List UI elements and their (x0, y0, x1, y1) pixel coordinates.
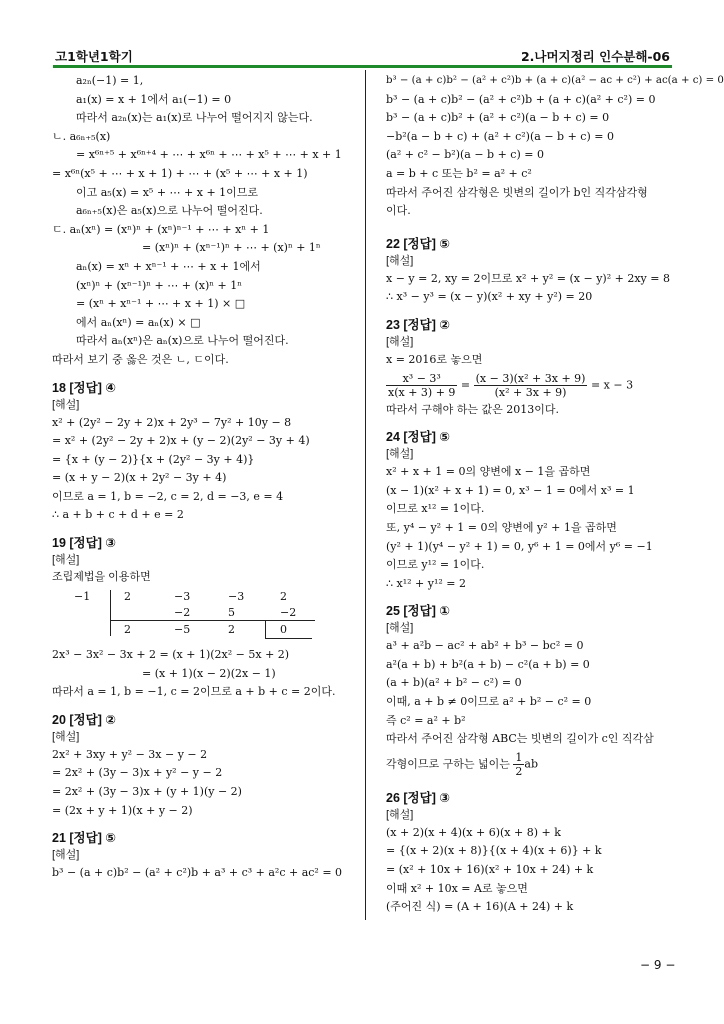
solution-line: aₙ(x) = xⁿ + xⁿ⁻¹ + ⋯ + x + 1에서 (76, 259, 261, 273)
solution-line: (x + 2)(x + 4)(x + 6)(x + 8) + k (386, 825, 561, 839)
solution-line: = x² + (2y² − 2y + 2)x + (y − 2)(2y² − 3y + 4) (52, 434, 310, 448)
solution-line: 2x² + 3xy + y² − 3x − y − 2 (52, 747, 208, 761)
solution-line: = x⁶ⁿ(x⁵ + ⋯ + x + 1) + ⋯ + (x⁵ + ⋯ + x + 1) (52, 166, 308, 180)
solution-line: = 2x² + (3y − 3)x + y² − y − 2 (52, 766, 223, 780)
explanation-label: [해설] (386, 622, 414, 635)
question-18-heading: 18 [정답] ④ (52, 380, 116, 395)
solution-line: a₆ₙ₊₅(x)은 a₅(x)으로 나누어 떨어진다. (76, 204, 263, 218)
solution-line: (a² + c² − b²)(a − b + c) = 0 (386, 148, 544, 162)
fraction-line: $\frac{\text{x³ − 3³}}{x(x + 3) + 9}$ = $\frac{\text{(x − 3)(x² + 3x + 9)}}{\text{(x² + 3x + 9)}}$ = x − 3 (388, 371, 634, 399)
solution-line: a₁(x) = x + 1에서 a₁(−1) = 0 (76, 92, 232, 106)
solution-line: 에서 aₙ(xⁿ) = aₙ(x) × □ (76, 315, 201, 329)
solution-line: = (x² + 10x + 16)(x² + 10x + 24) + k (386, 863, 594, 877)
table-cell: 0 (280, 623, 287, 637)
solution-line: (xⁿ)ⁿ + (xⁿ⁻¹)ⁿ + ⋯ + (x)ⁿ + 1ⁿ (76, 278, 242, 292)
explanation-label: [해설] (386, 448, 414, 461)
solution-line: b³ − (a + c)b² + (a² + c²)(a − b + c) = 0 (386, 111, 610, 125)
solution-line: a = b + c 또는 b² = a² + c² (386, 166, 532, 180)
fraction-denominator: 2 (515, 764, 523, 778)
table-cell: 5 (228, 606, 235, 620)
table-cell: 2 (124, 623, 131, 637)
solution-line: a²(a + b) + b²(a + b) − c²(a + b) = 0 (386, 657, 590, 671)
table-cell: −3 (174, 590, 191, 604)
fraction (513, 751, 524, 778)
solution-line: 따라서 a₂ₙ(x)는 a₁(x)로 나누어 떨어지지 않는다. (76, 111, 313, 125)
table-cell: 2 (280, 590, 287, 604)
solution-line: = (xⁿ)ⁿ + (xⁿ⁻¹)ⁿ + ⋯ + (x)ⁿ + 1ⁿ (142, 241, 321, 255)
question-19-heading: 19 [정답] ③ (52, 536, 116, 551)
area-line (386, 749, 682, 780)
solution-line: 이므로 x¹² = 1이다. (386, 502, 485, 516)
table-cell: 2 (124, 590, 131, 604)
explanation-label: [해설] (52, 730, 80, 743)
solution-line: x = 2016로 놓으면 (386, 352, 483, 366)
solution-line: = (xⁿ + xⁿ⁻¹ + ⋯ + x + 1) × □ (76, 297, 246, 311)
solution-line: (a + b)(a² + b² − c²) = 0 (386, 676, 522, 690)
header-rule (53, 65, 672, 68)
solution-line: ∴ a + b + c + d + e = 2 (52, 508, 184, 522)
question-21-heading: 21 [정답] ⑤ (52, 831, 116, 846)
solution-line: = {(x + 2)(x + 8)}{(x + 4)(x + 6)} + k (386, 844, 602, 858)
solution-line: 이때, a + b ≠ 0이므로 a² + b² − c² = 0 (386, 695, 592, 709)
solution-line: 따라서 aₙ(xⁿ)은 aₙ(x)으로 나누어 떨어진다. (76, 334, 289, 348)
table-cell: −5 (174, 623, 191, 637)
solution-line: b³ − (a + c)b² − (a² + c²)b + (a + c)(a² − ac + c²) + ac(a + c) = 0 (386, 75, 724, 86)
solution-line: = 2x² + (3y − 3)x + (y + 1)(y − 2) (52, 785, 242, 799)
table-cell: −3 (228, 590, 245, 604)
explanation-label: [해설] (52, 398, 80, 411)
question-25-heading: 25 [정답] ① (386, 604, 450, 619)
solution-line: ㄷ. aₙ(xⁿ) = (xⁿ)ⁿ + (xⁿ)ⁿ⁻¹ + ⋯ + xⁿ + 1 (52, 222, 270, 236)
fraction-numerator: 1 (515, 750, 523, 764)
question-23-heading: 23 [정답] ② (386, 317, 450, 332)
solution-line: 이므로 y¹² = 1이다. (386, 558, 485, 572)
area-suffix: ab (524, 757, 538, 771)
solution-line: 또, y⁴ − y² + 1 = 0의 양변에 y² + 1을 곱하면 (386, 520, 617, 534)
explanation-label: [해설] (386, 808, 414, 821)
solution-line: 이때 x² + 10x = A로 놓으면 (386, 881, 528, 895)
solution-line: 이므로 a = 1, b = −2, c = 2, d = −3, e = 4 (52, 489, 284, 503)
question-24-heading: 24 [정답] ⑤ (386, 430, 450, 445)
solution-line: = (2x + y + 1)(x + y − 2) (52, 803, 193, 817)
solution-line: x² + x + 1 = 0의 양변에 x − 1을 곱하면 (386, 465, 591, 479)
table-cell: 2 (228, 623, 235, 637)
area-prefix: 각형이므로 구하는 넓이는 (386, 757, 510, 771)
solution-line: (주어진 식) = (A + 16)(A + 24) + k (386, 900, 574, 914)
explanation-label: [해설] (52, 849, 80, 862)
solution-line: ㄴ. a₆ₙ₊₅(x) (52, 129, 111, 143)
solution-line: b³ − (a + c)b² − (a² + c²)b + (a + c)(a² + c²) = 0 (386, 92, 656, 106)
divisor: −1 (74, 590, 91, 604)
solution-line: = x⁶ⁿ⁺⁵ + x⁶ⁿ⁺⁴ + ⋯ + x⁶ⁿ + ⋯ + x⁵ + ⋯ + x + 1 (76, 148, 342, 162)
solution-line: 이다. (386, 204, 411, 218)
solution-line: x² + (2y² − 2y + 2)x + 2y³ − 7y² + 10y − 8 (52, 415, 292, 429)
column-divider (365, 70, 366, 920)
fraction-numerator: (x − 3)(x² + 3x + 9) (475, 371, 586, 385)
question-22-heading: 22 [정답] ⑤ (386, 236, 450, 251)
fraction-denominator: (x² + 3x + 9) (494, 385, 567, 399)
question-20-heading: 20 [정답] ② (52, 712, 116, 727)
header-course: 고1학년1학기 (55, 49, 133, 64)
solution-line: 따라서 주어진 삼각형은 빗변의 길이가 b인 직각삼각형 (386, 185, 648, 199)
solution-line: (x − 1)(x² + x + 1) = 0, x³ − 1 = 0에서 x³ = 1 (386, 483, 635, 497)
table-vline (110, 590, 111, 636)
fraction-numerator: x³ − 3³ (386, 372, 457, 386)
solution-line: x − y = 2, xy = 2이므로 x² + y² = (x − y)² + 2xy = 8 (386, 271, 670, 285)
solution-line: −b²(a − b + c) + (a² + c²)(a − b + c) = 0 (386, 129, 614, 143)
fraction-tail: = x − 3 (590, 378, 634, 392)
fraction (474, 372, 588, 399)
fraction-denominator: x(x + 3) + 9 (388, 385, 456, 399)
solution-line: ∴ x³ − y³ = (x − y)(x² + xy + y²) = 20 (386, 290, 593, 304)
solution-line: a³ + a²b − ac² + ab² + b³ − bc² = 0 (386, 639, 584, 653)
table-cell: −2 (280, 606, 297, 620)
remainder-box (265, 620, 312, 639)
solution-line: 따라서 구해야 하는 값은 2013이다. (386, 402, 559, 416)
left-column (52, 72, 357, 883)
solution-line: 즉 c² = a² + b² (386, 713, 466, 727)
solution-line: = (x + 1)(x − 2)(2x − 1) (142, 666, 276, 680)
solution-intro: 조립제법을 이용하면 (52, 571, 151, 584)
solution-line: 이고 a₅(x) = x⁵ + ⋯ + x + 1이므로 (76, 185, 259, 199)
solution-line: = {x + (y − 2)}{x + (2y² − 3y + 4)} (52, 452, 255, 466)
table-cell: −2 (174, 606, 191, 620)
header-chapter: 2.나머지정리 인수분해-06 (520, 49, 670, 64)
solution-line: 2x³ − 3x² − 3x + 2 = (x + 1)(2x² − 5x + 2) (52, 648, 290, 662)
solution-line: = (x + y − 2)(x + 2y² − 3y + 4) (52, 471, 227, 485)
fraction (386, 372, 457, 399)
explanation-label: [해설] (52, 554, 80, 567)
solution-line: 따라서 주어진 삼각형 ABC는 빗변의 길이가 c인 직각삼 (386, 732, 654, 746)
explanation-label: [해설] (386, 335, 414, 348)
right-column (386, 72, 724, 917)
solution-line: a₂ₙ(−1) = 1, (76, 74, 144, 87)
page-number: − 9 − (640, 958, 676, 972)
solution-line: 따라서 보기 중 옳은 것은 ㄴ, ㄷ이다. (52, 352, 229, 366)
synthetic-division-table (52, 586, 357, 646)
explanation-label: [해설] (386, 254, 414, 267)
solution-line: (y² + 1)(y⁴ − y² + 1) = 0, y⁶ + 1 = 0에서 y⁶ = −1 (386, 539, 653, 553)
question-26-heading: 26 [정답] ③ (386, 790, 450, 805)
solution-line: b³ − (a + c)b² − (a² + c²)b + a³ + c³ + a²c + ac² = 0 (52, 866, 343, 880)
solution-line: ∴ x¹² + y¹² = 2 (386, 576, 466, 590)
solution-line: 따라서 a = 1, b = −1, c = 2이므로 a + b + c = 2이다. (52, 685, 336, 699)
